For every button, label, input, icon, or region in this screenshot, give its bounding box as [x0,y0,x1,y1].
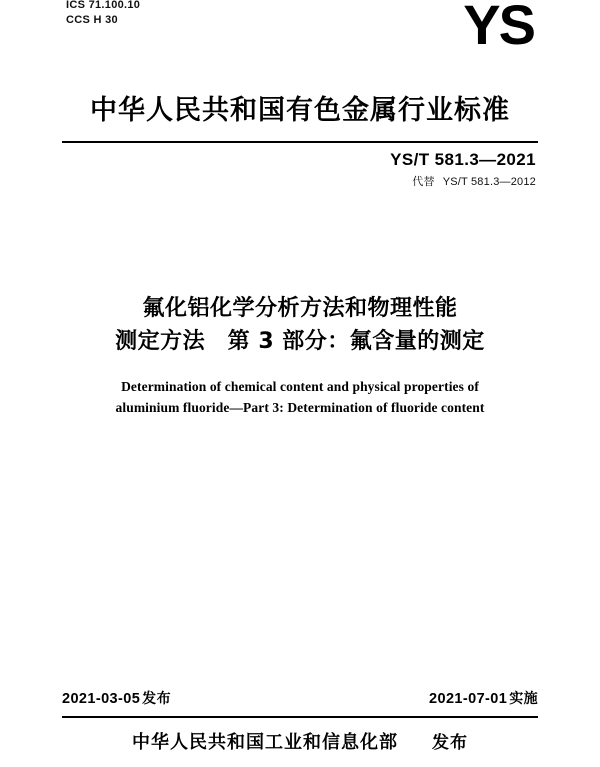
ys-logo: YS [463,0,534,56]
footer-divider [62,716,538,718]
issue-date: 2021-03-05 [62,691,141,707]
date-row [62,688,538,708]
replaces-label: 代替 [412,175,435,188]
organization-title: 中华人民共和国有色金属行业标准 [90,95,510,126]
standard-number-block [58,150,542,189]
chinese-title-line-1: 氟化铝化学分析方法和物理性能 [142,296,458,321]
title-block [58,292,542,418]
ics-code: ICS 71.100.10 [66,0,141,11]
header-row [58,0,542,72]
issue-date-group [62,688,171,708]
effective-date-label: 实施 [509,691,538,707]
effective-date: 2021-07-01 [429,691,508,707]
replaces-number: YS/T 581.3—2012 [442,176,536,188]
issuer-row [58,728,542,754]
replaces-line [58,173,536,189]
effective-date-group [429,688,538,708]
standard-number: YS/T 581.3—2021 [390,150,536,169]
issuer-action: 发布 [432,733,468,753]
chinese-title-line-2: 测定方法 第 3 部分：氟含量的测定 [115,329,485,354]
header-divider [62,141,538,143]
classification-codes [66,0,140,28]
issuer-name: 中华人民共和国工业和信息化部 [132,732,398,753]
english-title-line-2: aluminium fluoride—Part 3: Determination of fluoride content [115,400,485,415]
english-title-line-1: Determination of chemical content and physical properties of [121,379,479,394]
ccs-code: CCS H 30 [66,14,118,26]
issue-date-label: 发布 [142,691,171,707]
